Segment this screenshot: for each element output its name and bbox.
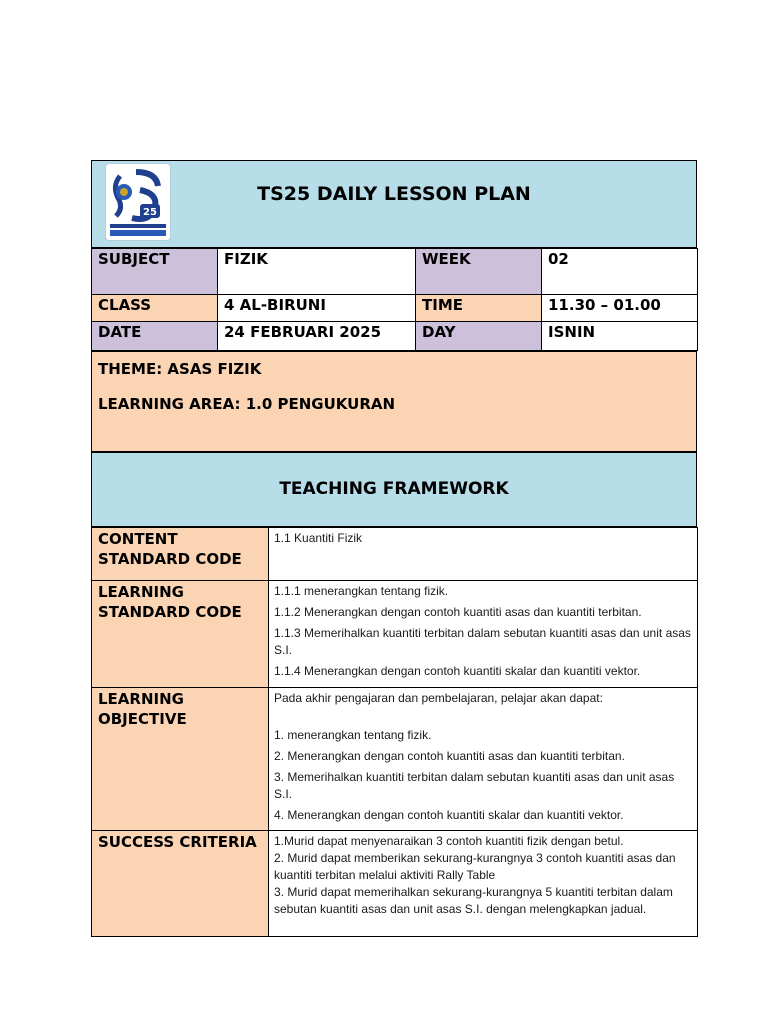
theme-cell xyxy=(92,352,697,452)
success-criteria-item: 1.Murid dapat menyenaraikan 3 contoh kuantiti fizik dengan betul. xyxy=(274,834,624,848)
theme-line: THEME: ASAS FIZIK xyxy=(98,360,262,378)
time-label: TIME xyxy=(416,295,542,322)
learning-standard-item: 1.1.1 menerangkan tentang fizik. xyxy=(274,584,449,598)
content-standard-label xyxy=(92,528,269,581)
content-standard-label-line1: CONTENT xyxy=(98,530,178,548)
learning-standard-label-line2: STANDARD CODE xyxy=(98,603,242,621)
learning-objective-item: 3. Memerihalkan kuantiti terbitan dalam sebutan kuantiti asas dan unit asas S.I. xyxy=(274,770,675,801)
content-standard-label-line2: STANDARD CODE xyxy=(98,550,242,568)
learning-standard-label-line1: LEARNING xyxy=(98,583,184,601)
time-value: 11.30 – 01.00 xyxy=(542,295,698,322)
week-value: 02 xyxy=(542,249,698,295)
learning-objective-item: 1. menerangkan tentang fizik. xyxy=(274,728,432,742)
success-criteria-label xyxy=(92,831,269,937)
content-standard-text xyxy=(269,528,698,581)
learning-objective-list xyxy=(269,688,698,831)
learning-objective-label xyxy=(92,688,269,831)
content-standard-item: 1.1 Kuantiti Fizik xyxy=(274,531,363,545)
learning-area-line: LEARNING AREA: 1.0 PENGUKURAN xyxy=(98,395,396,413)
learning-standard-list xyxy=(269,581,698,688)
learning-objective-intro: Pada akhir pengajaran dan pembelajaran, pelajar akan dapat: xyxy=(274,691,603,705)
learning-standard-item: 1.1.3 Memerihalkan kuantiti terbitan dalam sebutan kuantiti asas dan unit asas S.I. xyxy=(274,626,691,657)
learning-objective-label-line1: LEARNING xyxy=(98,690,184,708)
teaching-framework-title: TEACHING FRAMEWORK xyxy=(92,453,697,527)
success-criteria-label-text: SUCCESS CRITERIA xyxy=(98,833,257,851)
learning-objective-item: 4. Menerangkan dengan contoh kuantiti skalar dan kuantiti vektor. xyxy=(274,808,624,822)
week-label: WEEK xyxy=(416,249,542,295)
learning-standard-label xyxy=(92,581,269,688)
day-value: ISNIN xyxy=(542,322,698,351)
svg-text:25: 25 xyxy=(143,207,157,218)
lesson-plan-document xyxy=(91,160,697,937)
header-cell xyxy=(92,161,697,248)
date-label: DATE xyxy=(92,322,218,351)
success-criteria-item: 2. Murid dapat memberikan sekurang-kurangnya 3 contoh kuantiti asas dan kuantiti terbitan melalui aktiviti Rally Table xyxy=(274,851,676,882)
class-value: 4 AL-BIRUNI xyxy=(218,295,416,322)
success-criteria-item: 3. Murid dapat memerihalkan sekurang-kurangnya 5 kuantiti terbitan dalam sebutan kuantiti asas dan unit asas S.I. dengan melengkapkan jadual. xyxy=(274,885,673,916)
learning-objective-label-line2: OBJECTIVE xyxy=(98,710,187,728)
class-label: CLASS xyxy=(92,295,218,322)
header-table xyxy=(91,160,697,248)
learning-standard-item: 1.1.2 Menerangkan dengan contoh kuantiti asas dan kuantiti terbitan. xyxy=(274,605,642,619)
page-title: TS25 DAILY LESSON PLAN xyxy=(257,183,531,205)
learning-standard-item: 1.1.4 Menerangkan dengan contoh kuantiti skalar dan kuantiti vektor. xyxy=(274,664,641,678)
subject-label: SUBJECT xyxy=(92,249,218,295)
success-criteria-list xyxy=(269,831,698,937)
framework-table xyxy=(91,527,698,937)
date-value: 24 FEBRUARI 2025 xyxy=(218,322,416,351)
framework-title-table xyxy=(91,452,697,527)
day-label: DAY xyxy=(416,322,542,351)
info-table xyxy=(91,248,698,351)
learning-objective-item: 2. Menerangkan dengan contoh kuantiti asas dan kuantiti terbitan. xyxy=(274,749,625,763)
theme-table xyxy=(91,351,697,452)
subject-value: FIZIK xyxy=(218,249,416,295)
